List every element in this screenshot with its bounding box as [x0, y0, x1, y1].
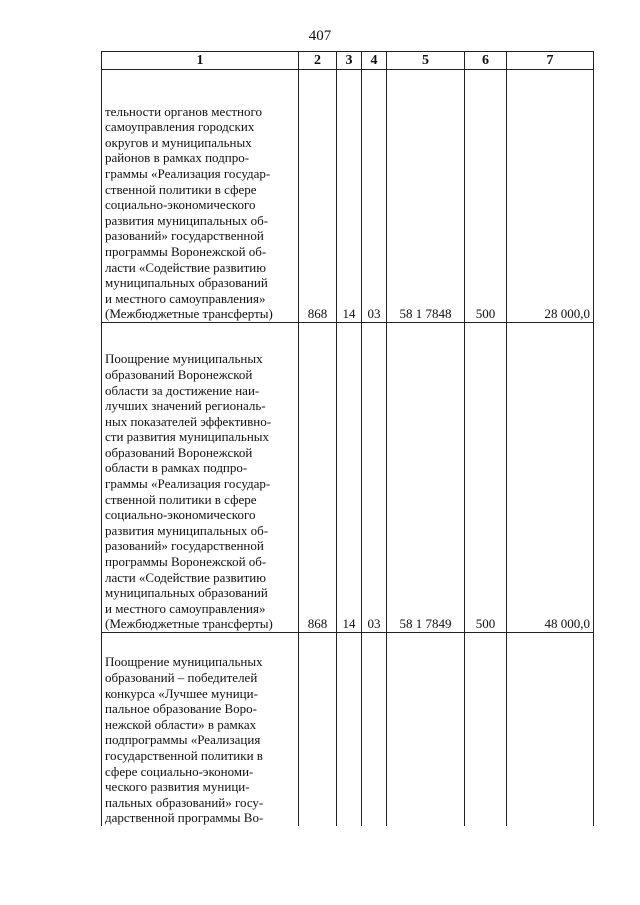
cell-ministry-code — [299, 633, 337, 827]
row-description — [102, 70, 299, 323]
description-line: тельности органов местного — [105, 103, 262, 119]
description-line: области в рамках подпро- — [105, 460, 248, 476]
column-header-1: 1 — [102, 52, 299, 70]
description-line: Поощрение муниципальных — [105, 351, 263, 367]
description-line: разований» государственной — [105, 538, 264, 554]
cell-ministry-code: 868 — [299, 323, 337, 633]
description-line: лучших значений региональ- — [105, 398, 266, 414]
description-line: граммы «Реализация государ- — [105, 166, 271, 182]
cell-subsection: 03 — [362, 323, 387, 633]
description-line: программы Воронежской об- — [105, 554, 267, 570]
description-line: и местного самоуправления» — [105, 290, 266, 306]
column-header-3: 3 — [337, 52, 362, 70]
description-line: образований Воронежской — [105, 444, 253, 460]
cell-target-article — [387, 633, 465, 827]
description-line: ственной политики в сфере — [105, 491, 257, 507]
description-line: социально-экономического — [105, 197, 256, 213]
description-line: ных показателей эффективно- — [105, 413, 272, 429]
cell-subsection — [362, 633, 387, 827]
description-line: дарственной программы Во- — [105, 810, 264, 826]
cell-section: 14 — [337, 70, 362, 323]
cell-section — [337, 633, 362, 827]
cell-target-article: 58 1 7848 — [387, 70, 465, 323]
description-line: сфере социально-экономи- — [105, 763, 254, 779]
description-line: ласти «Содействие развитию — [105, 569, 266, 585]
description-line: сти развития муниципальных — [105, 429, 270, 445]
page-number: 407 — [308, 28, 332, 44]
cell-amount — [507, 633, 594, 827]
column-header-2: 2 — [299, 52, 337, 70]
description-line: муниципальных образований — [105, 275, 268, 291]
cell-amount: 48 000,0 — [507, 323, 594, 633]
table-row — [102, 633, 594, 827]
description-line: (Межбюджетные трансферты) — [105, 616, 273, 632]
column-header-7: 7 — [507, 52, 594, 70]
cell-section: 14 — [337, 323, 362, 633]
description-line: нежской области» в рамках — [105, 716, 257, 732]
description-line: и местного самоуправления» — [105, 600, 266, 616]
description-line: граммы «Реализация государ- — [105, 476, 271, 492]
cell-ministry-code: 868 — [299, 70, 337, 323]
description-line: районов в рамках подпро- — [105, 150, 250, 166]
description-line: государственной политики в — [105, 748, 263, 764]
description-line: Поощрение муниципальных — [105, 654, 263, 670]
description-line: самоуправления городских — [105, 119, 255, 135]
description-line: развития муниципальных об- — [105, 212, 269, 228]
description-line: развития муниципальных об- — [105, 522, 269, 538]
description-line: программы Воронежской об- — [105, 244, 267, 260]
column-header-6: 6 — [465, 52, 507, 70]
description-line: пальных образований» госу- — [105, 794, 264, 810]
column-header-5: 5 — [387, 52, 465, 70]
cell-subsection: 03 — [362, 70, 387, 323]
budget-table — [101, 51, 594, 826]
row-description — [102, 323, 299, 633]
description-line: социально-экономического — [105, 507, 256, 523]
description-line: подпрограммы «Реализация — [105, 732, 261, 748]
description-line: образований – победителей — [105, 670, 258, 686]
description-line: ласти «Содействие развитию — [105, 259, 266, 275]
description-line: области за достижение наи- — [105, 382, 260, 398]
table-header-row — [102, 52, 594, 70]
description-line: (Межбюджетные трансферты) — [105, 306, 273, 322]
description-line: образований Воронежской — [105, 366, 253, 382]
table-row — [102, 70, 594, 323]
cell-expense-type: 500 — [465, 323, 507, 633]
row-description — [102, 633, 299, 827]
cell-expense-type — [465, 633, 507, 827]
description-line: ческого развития муници- — [105, 779, 250, 795]
table-row — [102, 323, 594, 633]
description-line: округов и муниципальных — [105, 134, 252, 150]
description-line: ственной политики в сфере — [105, 181, 257, 197]
cell-expense-type: 500 — [465, 70, 507, 323]
cell-target-article: 58 1 7849 — [387, 323, 465, 633]
description-line: муниципальных образований — [105, 585, 268, 601]
description-line: пальное образование Воро- — [105, 701, 258, 717]
description-line: разований» государственной — [105, 228, 264, 244]
cell-amount: 28 000,0 — [507, 70, 594, 323]
description-line: конкурса «Лучшее муници- — [105, 685, 258, 701]
column-header-4: 4 — [362, 52, 387, 70]
